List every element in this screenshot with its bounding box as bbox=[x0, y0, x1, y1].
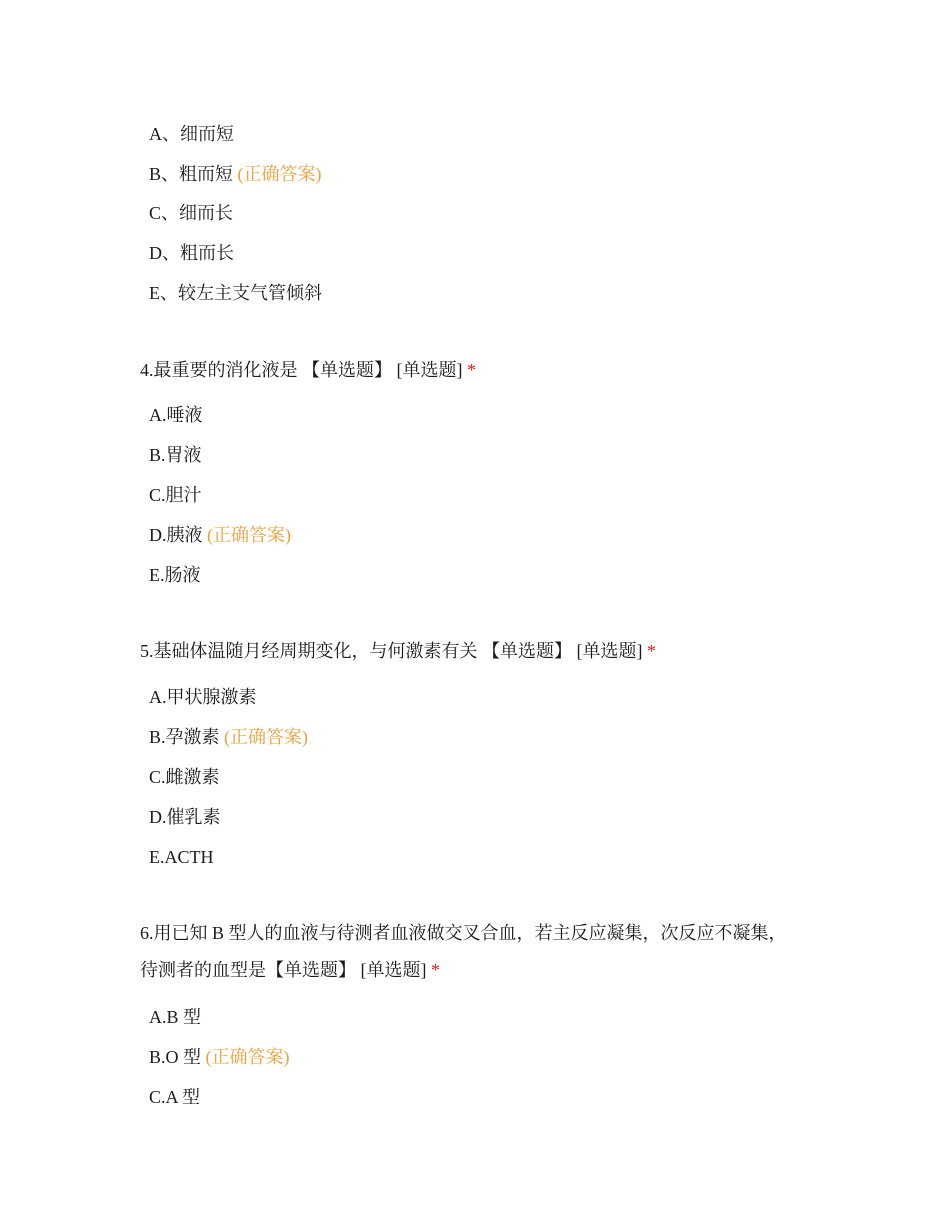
q3-option-e bbox=[149, 281, 322, 305]
question-6-title-line-2 bbox=[140, 958, 440, 982]
q5-option-c bbox=[149, 765, 220, 789]
q6-option-c bbox=[149, 1085, 200, 1109]
question-text: 6.用已知 B 型人的血液与待测者血液做交叉合血，若主反应凝集，次反应不凝集， bbox=[140, 923, 787, 943]
q5-option-a bbox=[149, 685, 257, 709]
q4-option-d bbox=[149, 523, 291, 547]
correct-answer-marker: (正确答案) bbox=[224, 727, 309, 747]
required-asterisk: * bbox=[647, 641, 656, 661]
question-5-title bbox=[140, 639, 656, 663]
option-label: C.胆汁 bbox=[149, 485, 202, 505]
q5-option-e bbox=[149, 845, 214, 869]
option-label: C.雌激素 bbox=[149, 767, 220, 787]
q6-option-b bbox=[149, 1045, 290, 1069]
option-label: A.唾液 bbox=[149, 405, 203, 425]
option-label: B.O 型 bbox=[149, 1047, 202, 1067]
option-label: E.肠液 bbox=[149, 565, 201, 585]
option-label: A.甲状腺激素 bbox=[149, 687, 257, 707]
q5-option-b bbox=[149, 725, 308, 749]
q4-option-c bbox=[149, 483, 202, 507]
question-text: 4.最重要的消化液是 【单选题】 [单选题] bbox=[140, 360, 463, 380]
option-label: B.胃液 bbox=[149, 445, 202, 465]
option-label: E、较左主支气管倾斜 bbox=[149, 283, 322, 303]
option-label: D、粗而长 bbox=[149, 243, 234, 263]
option-label: A.B 型 bbox=[149, 1007, 202, 1027]
option-label: C、细而长 bbox=[149, 203, 234, 223]
correct-answer-marker: (正确答案) bbox=[207, 525, 291, 545]
q3-option-d bbox=[149, 241, 234, 265]
q4-option-a bbox=[149, 403, 203, 427]
correct-answer-marker: (正确答案) bbox=[205, 1047, 290, 1067]
option-label: C.A 型 bbox=[149, 1087, 201, 1107]
option-label: D.胰液 bbox=[149, 525, 203, 545]
correct-answer-marker: (正确答案) bbox=[237, 164, 322, 184]
question-4-title bbox=[140, 358, 476, 382]
option-label: E.ACTH bbox=[149, 847, 214, 867]
option-label: D.催乳素 bbox=[149, 807, 221, 827]
q3-option-c bbox=[149, 201, 233, 225]
q6-option-a bbox=[149, 1005, 201, 1029]
q3-option-a bbox=[149, 122, 234, 146]
question-text: 5.基础体温随月经周期变化，与何激素有关 【单选题】 [单选题] bbox=[140, 641, 643, 661]
question-6-title-line-1 bbox=[140, 921, 787, 945]
q4-option-b bbox=[149, 443, 202, 467]
q4-option-e bbox=[149, 563, 201, 587]
option-label: B、粗而短 bbox=[149, 164, 234, 184]
required-asterisk: * bbox=[431, 960, 440, 980]
q3-option-b bbox=[149, 162, 322, 186]
option-label: A、细而短 bbox=[149, 124, 234, 144]
q5-option-d bbox=[149, 805, 221, 829]
required-asterisk: * bbox=[467, 360, 476, 380]
option-label: B.孕激素 bbox=[149, 727, 220, 747]
question-text: 待测者的血型是【单选题】 [单选题] bbox=[140, 960, 427, 980]
